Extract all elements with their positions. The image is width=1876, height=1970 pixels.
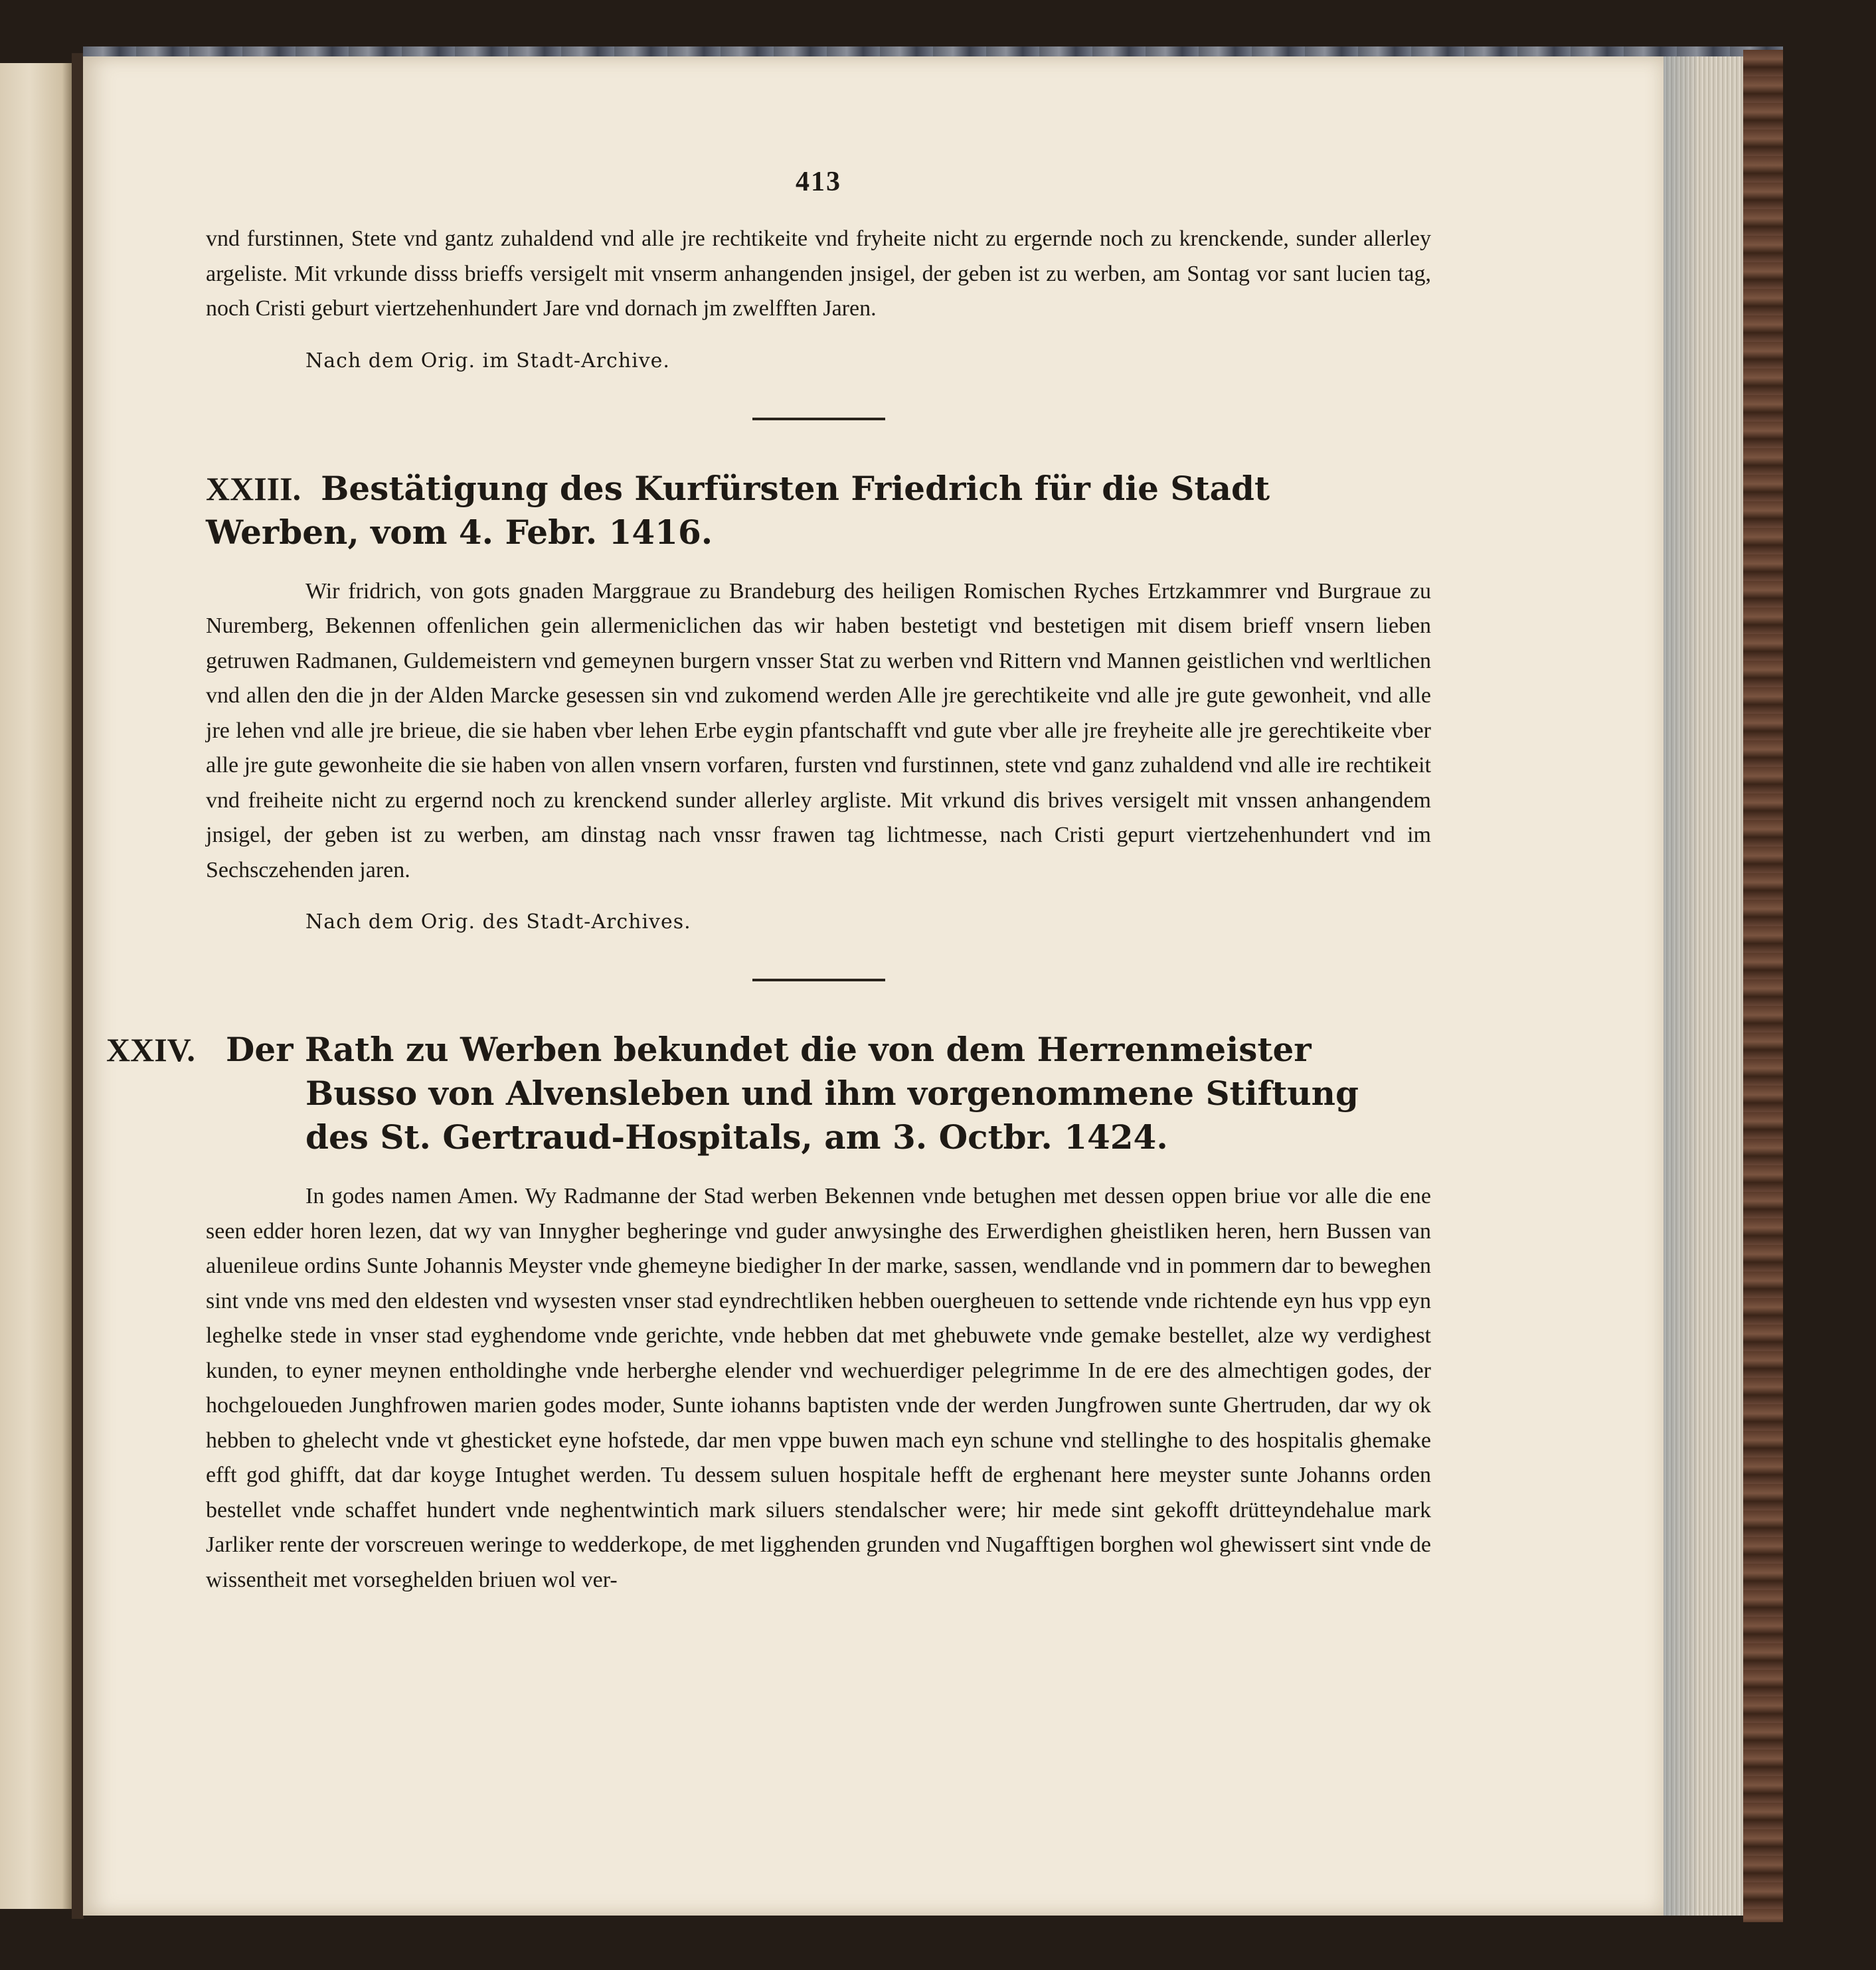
- section-23-heading: [206, 467, 1431, 554]
- left-page-edge: [0, 63, 73, 1909]
- section-22-ending-text: vnd furstinnen, Stete vnd gantz zuhaldend vnd alle jre rechtikeite vnd fryheite nicht zu ergernde noch zu krenckende, sunder allerley argeliste. Mit vrkunde disss brieffs versigelt mit vnserm anhangenden jnsigel, der geben ist zu werben, am Sontag vor sant lucien tag, noch Cristi geburt viertzehenhundert Jare vnd dornach jm zwelfften Jaren.: [206, 226, 1431, 321]
- section-divider: [752, 979, 885, 981]
- left-cover-edge: [72, 53, 84, 1919]
- section-24-heading: [206, 1028, 1431, 1159]
- book-cover-spine: [1743, 50, 1783, 1922]
- section-divider: [752, 418, 885, 420]
- section-24-title: Der Rath zu Werben bekundet die von dem Herrenmeister Busso von Alvensleben und ihm vorgenommene Stiftung des St. Gertraud-Hospitals, am 3. Octbr. 1424.: [226, 1030, 1359, 1157]
- page-edges: [1663, 56, 1743, 1916]
- section-23-source-note: Nach dem Orig. des Stadt-Archives.: [305, 910, 691, 934]
- section-23-text: Wir fridrich, von gots gnaden Marggraue zu Brandeburg des heiligen Romischen Ryches Ertzkammrer vnd Burgraue zu Nuremberg, Bekennen offenlichen gein allermeniclichen das wir haben bestetigt vnd bestetigen mit disem brieff vnsern lieben getruwen Radmanen, Guldemeistern vnd gemeynen burgern vnsser Stat zu werben vnd Rittern vnd Mannen geistlichen vnd werltlichen vnd allen den die jn der Alden Marcke gesessen sin vnd zukomend werden Alle jre gerechtikeite vnd alle jre gute gewonheit, vnd alle jre lehen vnd alle jre brieue, die sie haben vber lehen Erbe eygin pfantschafft vnd gute vber alle jre freyheite alle jre gerechtikeite vber alle jre gute gewonheite die sie haben von allen vnsern vorfaren, fursten vnd furstinnen, stete vnd ganz zuhaldend vnd alle ire rechtikeit vnd freiheite nicht zu ergernd noch zu krenckend sunder allerley argliste. Mit vrkund dis brives versigelt mit vnssen anhangendem jnsigel, der geben ist zu werben, am dinstag nach vnssr frawen tag lichtmesse, nach Cristi gepurt viertzehenhundert vnd im Sechsczehenden jaren.: [206, 578, 1431, 882]
- page-number: 413: [796, 167, 841, 197]
- section-23-number: XXIII.: [206, 469, 301, 507]
- section-23-title: Bestätigung des Kurfürsten Friedrich für die Stadt Werben, vom 4. Febr. 1416.: [206, 468, 1270, 552]
- page-content: [206, 166, 1431, 1598]
- section-24-text: In godes namen Amen. Wy Radmanne der Stad werben Bekennen vnde betughen met dessen oppen briue vor alle die ene seen edder horen lezen, dat wy van Innygher begheringe vnd guder anwysinghe des Erwerdighen gheistliken heren, hern Bussen van aluenileue ordins Sunte Johannis Meyster vnde ghemeyne biedigher In der marke, sassen, wendlande vnd in pommern dar to beweghen sint vnde vns med den eldesten vnd wysesten vnser stad eyndrechtliken hebben ouergheuen to settende vnde richtende eyn hus vpp eyn leghelke stede in vnser stad eyghendome vnde gerichte, vnde hebben dat met ghebuwete vnde gemake bestellet, alze wy verdighest kunden, to eyner meynen entholdinghe vnde herberghe elender vnd wechuerdiger pelegrimme In de ere des almechtigen godes, der hochgeloueden Junghfrowen marien godes moder, Sunte iohanns baptisten vnde der werden Jungfrowen sunte Ghertruden, dar wy ok hebben to ghelecht vnde vt ghesticket eyne hofstede, dar men vppe buwen mach eyn schune vnd stellinghe to des hospitalis ghemake efft god ghifft, dat dar koyge Intughet werden. Tu dessem suluen hospitale hefft de erghenant here meyster sunte Johanns orden bestellet vnde schaffet hundert vnde neghentwintich mark siluers stendalscher were; hir mede sint gekofft drütteyndehalue mark Jarliker rente der vorscreuen weringe to wedderkope, de met ligghenden grunden vnd Nugafftigen borghen wol ghewissert sint vnde de wissentheit met vorseghelden briuen wol ver-: [206, 1184, 1431, 1592]
- section-22-source-note: Nach dem Orig. im Stadt-Archive.: [305, 349, 670, 372]
